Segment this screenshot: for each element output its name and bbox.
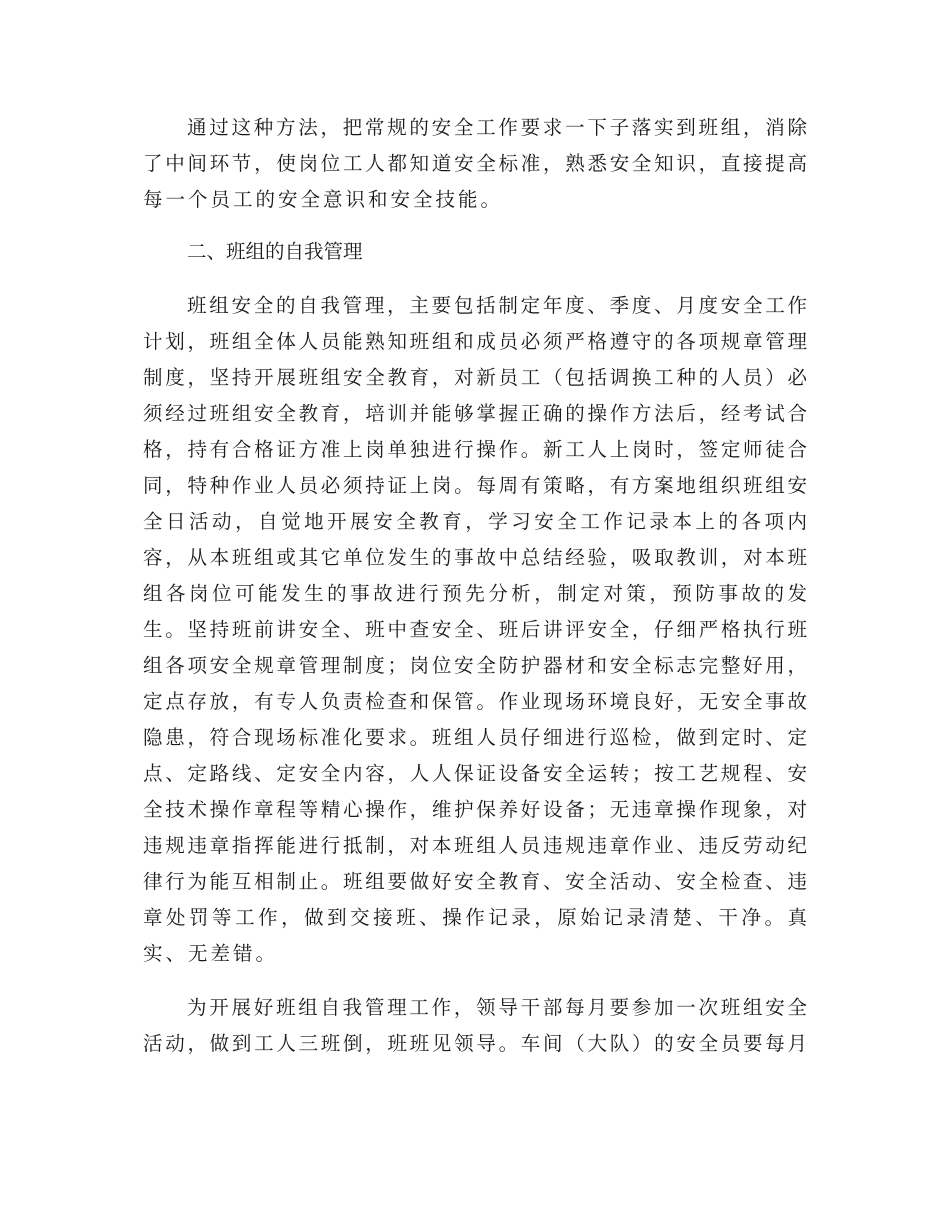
paragraph-2-line-14: 点、定路线、定安全内容，人人保证设备安全运转；按工艺规程、安 bbox=[143, 762, 810, 785]
paragraph-2-line-19: 实、无差错。 bbox=[143, 942, 279, 965]
paragraph-1-line-2: 了中间环节，使岗位工人都知道安全标准，熟悉安全知识，直接提高 bbox=[143, 152, 810, 175]
paragraph-2-line-16: 违规违章指挥能进行抵制，对本班组人员违规违章作业、违反劳动纪 bbox=[143, 834, 810, 857]
paragraph-2-line-2: 计划，班组全体人员能熟知班组和成员必须严格遵守的各项规章管理 bbox=[143, 330, 810, 353]
paragraph-1-line-1: 通过这种方法，把常规的安全工作要求一下子落实到班组，消除 bbox=[187, 116, 810, 139]
paragraph-2-line-12: 定点存放，有专人负责检查和保管。作业现场环境良好，无安全事故 bbox=[143, 690, 810, 713]
paragraph-3-line-1: 为开展好班组自我管理工作，领导干部每月要参加一次班组安全 bbox=[187, 996, 810, 1019]
paragraph-2-line-9: 组各岗位可能发生的事故进行预先分析，制定对策，预防事故的发 bbox=[143, 582, 811, 605]
paragraph-2-line-5: 格，持有合格证方准上岗单独进行操作。新工人上岗时，签定师徒合 bbox=[143, 438, 810, 461]
paragraph-1-line-3: 每一个员工的安全意识和安全技能。 bbox=[143, 188, 504, 211]
paragraph-2-line-15: 全技术操作章程等精心操作，维护保养好设备；无违章操作现象，对 bbox=[143, 798, 810, 821]
paragraph-2-line-13: 隐患，符合现场标准化要求。班组人员仔细进行巡检，做到定时、定 bbox=[143, 726, 810, 749]
paragraph-3-line-2: 活动，做到工人三班倒，班班见领导。车间（大队）的安全员要每月 bbox=[143, 1032, 810, 1055]
section-heading: 二、班组的自我管理 bbox=[187, 240, 363, 263]
paragraph-2-line-11: 组各项安全规章管理制度；岗位安全防护器材和安全标志完整好用， bbox=[143, 654, 810, 677]
paragraph-2-line-4: 须经过班组安全教育，培训并能够掌握正确的操作方法后，经考试合 bbox=[143, 402, 810, 425]
paragraph-2-line-10: 生。坚持班前讲安全、班中查安全、班后讲评安全，仔细严格执行班 bbox=[143, 618, 810, 641]
paragraph-2-line-1: 班组安全的自我管理，主要包括制定年度、季度、月度安全工作 bbox=[187, 294, 810, 317]
paragraph-2-line-7: 全日活动，自觉地开展安全教育，学习安全工作记录本上的各项内 bbox=[143, 510, 811, 533]
paragraph-2-line-6: 同，特种作业人员必须持证上岗。每周有策略，有方案地组织班组安 bbox=[143, 474, 810, 497]
paragraph-2-line-8: 容，从本班组或其它单位发生的事故中总结经验，吸取教训，对本班 bbox=[143, 546, 810, 569]
paragraph-2-line-3: 制度，坚持开展班组安全教育，对新员工（包括调换工种的人员）必 bbox=[143, 366, 810, 389]
paragraph-2-line-17: 律行为能互相制止。班组要做好安全教育、安全活动、安全检查、违 bbox=[143, 870, 810, 893]
paragraph-2-line-18: 章处罚等工作，做到交接班、操作记录，原始记录清楚、干净。真 bbox=[143, 906, 811, 929]
